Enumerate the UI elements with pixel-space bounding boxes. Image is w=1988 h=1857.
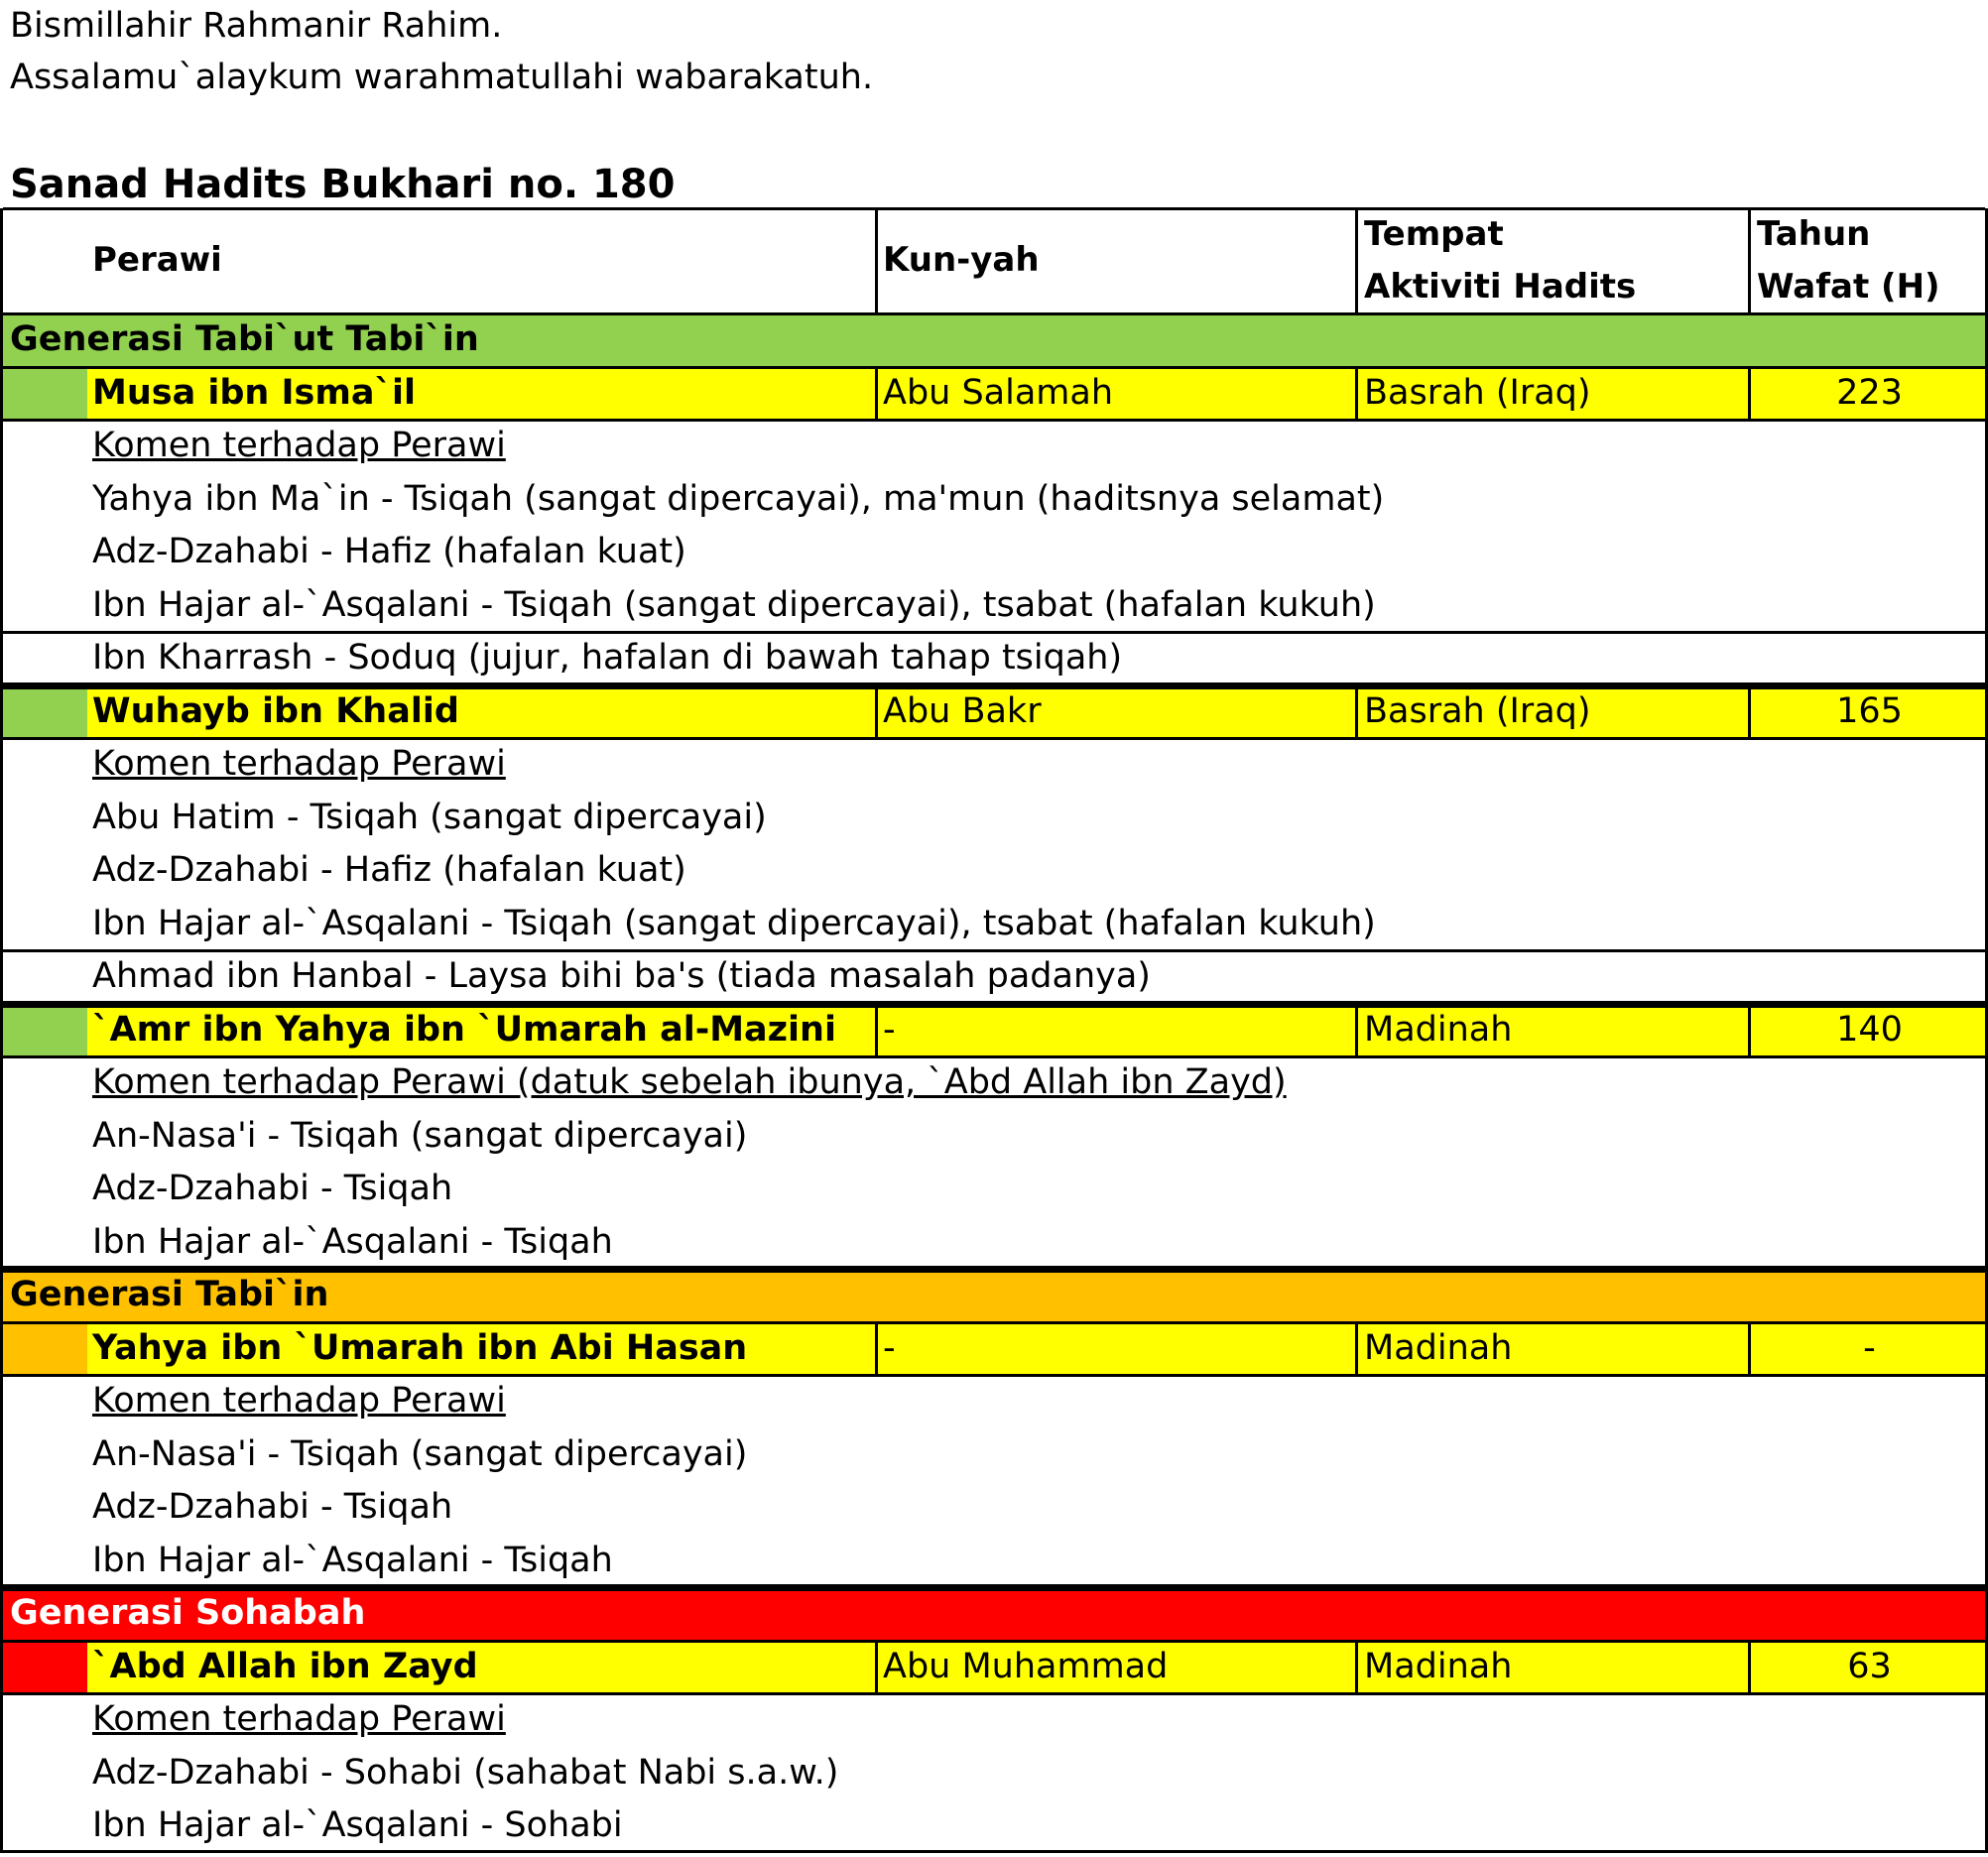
narrator-kunyah: - <box>883 1009 896 1050</box>
narrator-name: Wuhayb ibn Khalid <box>92 690 459 731</box>
narrator-comment: Adz-Dzahabi - Hafiz (hafalan kuat) <box>92 532 686 571</box>
column-header-tahun-line1: Tahun <box>1757 214 1871 254</box>
cell-border <box>1355 208 1358 313</box>
greeting-bismillah: Bismillahir Rahmanir Rahim. <box>10 6 503 46</box>
narrator-name: Musa ibn Isma`il <box>92 372 416 413</box>
row-border <box>3 1640 1985 1643</box>
cell-border <box>1355 1322 1358 1376</box>
greeting-salam: Assalamu`alaykum warahmatullahi wabarakatuh. <box>10 58 874 97</box>
narrator-tempat: Madinah <box>1364 1009 1513 1050</box>
narrator-kunyah: Abu Salamah <box>883 372 1114 413</box>
comment-heading: Komen terhadap Perawi <box>92 1699 506 1739</box>
narrator-name: Yahya ibn `Umarah ibn Abi Hasan <box>92 1327 748 1368</box>
narrator-comment: Yahya ibn Ma`in - Tsiqah (sangat dipercayai), ma'mun (haditsnya selamat) <box>92 478 1385 519</box>
cell-border <box>1748 367 1751 421</box>
narrator-comment: An-Nasa'i - Tsiqah (sangat dipercayai) <box>92 1433 748 1474</box>
narrator-comment: Ibn Hajar al-`Asqalani - Tsiqah <box>92 1221 613 1262</box>
narrator-tempat: Basrah (Iraq) <box>1364 372 1591 413</box>
narrator-comment: Adz-Dzahabi - Tsiqah <box>92 1169 453 1208</box>
comment-heading: Komen terhadap Perawi <box>92 426 506 465</box>
cell-border <box>1748 1641 1751 1694</box>
column-header-tempat-line1: Tempat <box>1364 214 1504 254</box>
generation-label: Generasi Sohabah <box>10 1593 366 1633</box>
block-border <box>3 1266 1985 1273</box>
generation-indicator <box>3 1641 87 1694</box>
narrator-tempat: Basrah (Iraq) <box>1364 690 1591 731</box>
row-border <box>3 1692 1985 1695</box>
narrator-comment: Abu Hatim - Tsiqah (sangat dipercayai) <box>92 797 767 837</box>
column-header-tahun-line2: Wafat (H) <box>1757 267 1940 307</box>
narrator-tahun-wafat: - <box>1863 1327 1876 1368</box>
row-border <box>3 1850 1985 1853</box>
narrator-name: `Abd Allah ibn Zayd <box>92 1646 478 1686</box>
sanad-table <box>0 208 1988 1857</box>
column-header-kunyah: Kun-yah <box>883 240 1040 280</box>
row-border <box>3 1321 1985 1324</box>
row-border <box>3 1055 1985 1058</box>
block-border <box>3 1584 1985 1591</box>
generation-indicator <box>3 1322 87 1376</box>
narrator-comment: An-Nasa'i - Tsiqah (sangat dipercayai) <box>92 1115 748 1156</box>
cell-border <box>1748 685 1751 739</box>
cell-border <box>1748 1004 1751 1057</box>
row-border <box>3 949 1985 952</box>
generation-indicator <box>3 367 87 421</box>
block-border <box>3 1001 1985 1008</box>
narrator-comment: Adz-Dzahabi - Tsiqah <box>92 1487 453 1527</box>
narrator-comment: Ibn Hajar al-`Asqalani - Sohabi <box>92 1805 623 1845</box>
narrator-comment: Ibn Hajar al-`Asqalani - Tsiqah <box>92 1540 613 1580</box>
row-border <box>3 737 1985 740</box>
narrator-kunyah: Abu Muhammad <box>883 1646 1169 1686</box>
cell-border <box>1748 208 1751 313</box>
cell-border <box>1355 685 1358 739</box>
cell-border <box>1355 1641 1358 1694</box>
block-border <box>3 682 1985 689</box>
row-border <box>3 631 1985 634</box>
cell-border <box>875 1641 878 1694</box>
narrator-tahun-wafat: 63 <box>1847 1646 1892 1686</box>
narrator-comment: Adz-Dzahabi - Hafiz (hafalan kuat) <box>92 850 686 890</box>
row-border <box>3 419 1985 422</box>
row-border <box>3 312 1985 315</box>
narrator-tempat: Madinah <box>1364 1646 1513 1686</box>
cell-border <box>1355 367 1358 421</box>
comment-heading: Komen terhadap Perawi <box>92 1381 506 1421</box>
comment-heading: Komen terhadap Perawi <box>92 744 506 784</box>
cell-border <box>0 208 3 1853</box>
narrator-kunyah: - <box>883 1327 896 1368</box>
generation-indicator <box>3 1004 87 1057</box>
cell-border <box>875 1322 878 1376</box>
row-border <box>3 366 1985 369</box>
narrator-tahun-wafat: 165 <box>1836 690 1903 731</box>
narrator-tahun-wafat: 223 <box>1836 372 1903 413</box>
cell-border <box>1355 1004 1358 1057</box>
narrator-tahun-wafat: 140 <box>1836 1009 1903 1050</box>
page-title: Sanad Hadits Bukhari no. 180 <box>10 162 676 207</box>
generation-indicator <box>3 685 87 739</box>
narrator-tempat: Madinah <box>1364 1327 1513 1368</box>
column-header-perawi: Perawi <box>92 240 222 280</box>
narrator-comment: Ibn Hajar al-`Asqalani - Tsiqah (sangat dipercayai), tsabat (hafalan kukuh) <box>92 584 1376 625</box>
narrator-comment: Ibn Hajar al-`Asqalani - Tsiqah (sangat dipercayai), tsabat (hafalan kukuh) <box>92 903 1376 943</box>
cell-border <box>875 1004 878 1057</box>
narrator-comment: Adz-Dzahabi - Sohabi (sahabat Nabi s.a.w.) <box>92 1752 839 1793</box>
cell-border <box>875 367 878 421</box>
column-header-tempat-line2: Aktiviti Hadits <box>1364 267 1637 307</box>
row-border <box>3 207 1985 210</box>
row-border <box>3 1374 1985 1377</box>
generation-label: Generasi Tabi`in <box>10 1275 329 1314</box>
cell-border <box>1748 1322 1751 1376</box>
narrator-comment: Ibn Kharrash - Soduq (jujur, hafalan di bawah tahap tsiqah) <box>92 638 1123 678</box>
narrator-comment: Ahmad ibn Hanbal - Laysa bihi ba's (tiada masalah padanya) <box>92 956 1151 996</box>
cell-border <box>875 208 878 313</box>
cell-border <box>875 685 878 739</box>
comment-heading: Komen terhadap Perawi (datuk sebelah ibunya, `Abd Allah ibn Zayd) <box>92 1062 1287 1102</box>
narrator-kunyah: Abu Bakr <box>883 690 1042 731</box>
generation-label: Generasi Tabi`ut Tabi`in <box>10 319 479 359</box>
narrator-name: `Amr ibn Yahya ibn `Umarah al-Mazini <box>92 1009 836 1050</box>
